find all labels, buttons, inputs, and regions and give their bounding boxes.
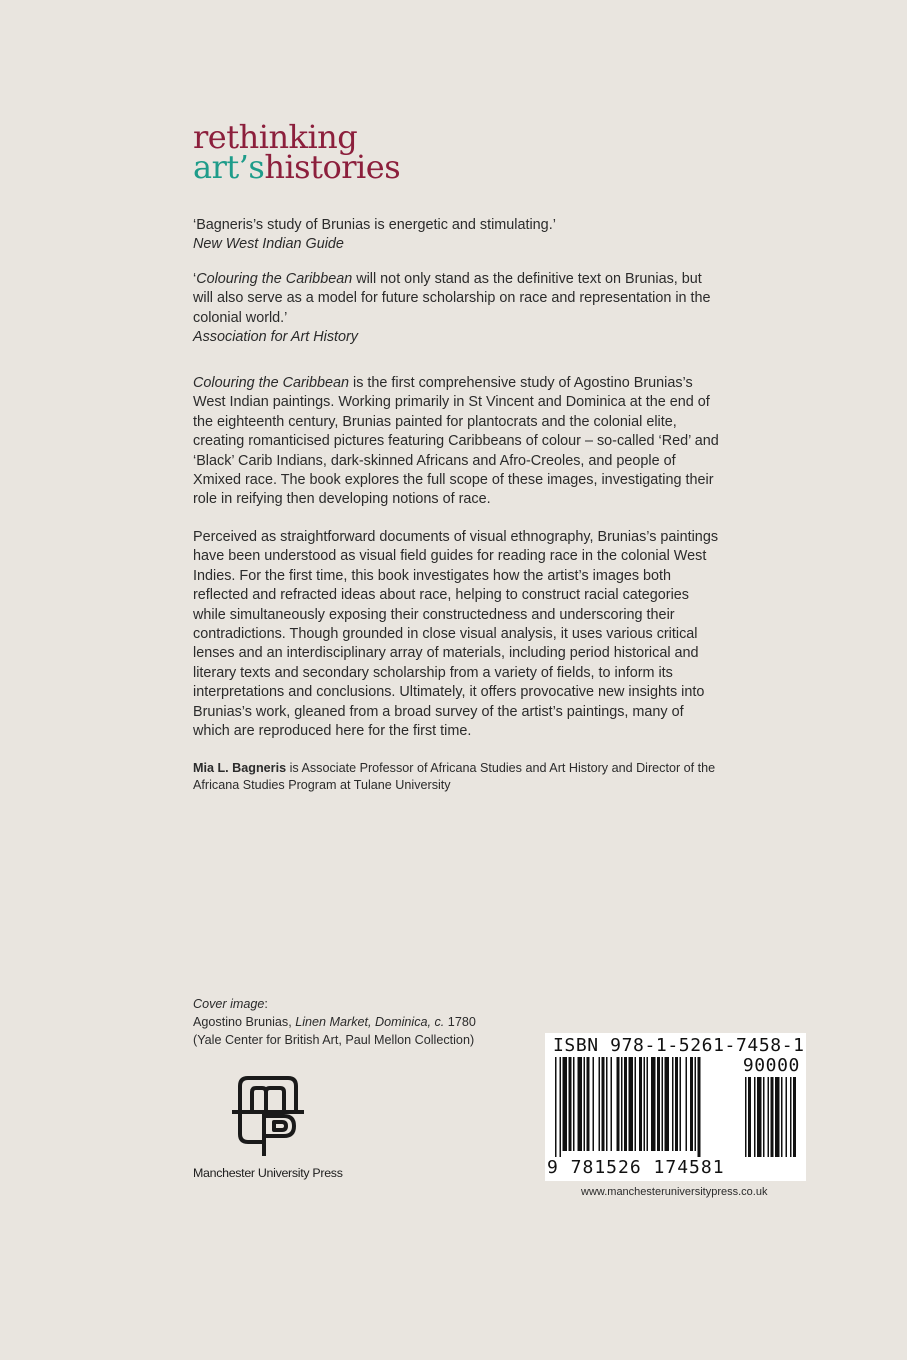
barcode-bar [587, 1057, 590, 1151]
ean-digits: 9 781526 174581 [547, 1157, 725, 1178]
cover-artist: Agostino Brunias, [193, 1015, 296, 1029]
barcode-addon-bar [748, 1077, 751, 1157]
barcode-bar [569, 1057, 572, 1151]
quote-book-title: Colouring the Caribbean [196, 271, 353, 287]
barcode-addon-bar [786, 1077, 788, 1157]
label-colon: : [264, 997, 268, 1011]
barcode-bar [578, 1057, 583, 1151]
barcode-bar [629, 1057, 634, 1151]
series-word-histories: histories [264, 148, 401, 186]
quote-source: New West Indian Guide [193, 236, 344, 253]
mup-logo-icon [228, 1072, 308, 1160]
barcode-bar [617, 1057, 620, 1151]
barcode-bar [621, 1057, 623, 1151]
barcode-addon-bar [793, 1077, 796, 1157]
cover-collection: (Yale Center for British Art, Paul Mellon Collection) [193, 1033, 475, 1047]
barcode-bar [555, 1057, 557, 1157]
series-word-arts: art’s [193, 148, 265, 186]
barcode-bars [553, 1057, 801, 1157]
series-line-rethinking: rethinking [193, 118, 358, 156]
barcode-bar [602, 1057, 605, 1151]
barcode-bar [635, 1057, 637, 1151]
isbn-barcode [545, 1033, 806, 1181]
barcode-bar [657, 1057, 660, 1151]
barcode-bar [686, 1057, 688, 1151]
publisher-website: www.manchesteruniversitypress.co.uk [581, 1186, 768, 1198]
barcode-bar [662, 1057, 664, 1151]
barcode-bar [560, 1057, 562, 1157]
barcode-addon-bar [763, 1077, 765, 1157]
barcode-addon-bar [757, 1077, 762, 1157]
publisher-name: Manchester University Press [193, 1166, 343, 1180]
barcode-addon-bar [768, 1077, 770, 1157]
quote-source: Association for Art History [193, 329, 359, 346]
barcode-bar [593, 1057, 595, 1151]
barcode-addon-bar [745, 1077, 747, 1157]
barcode-bar [672, 1057, 674, 1151]
description-paragraph-1 [193, 374, 723, 510]
quote-text-rest: will not only stand as the definitive text on Brunias, but will also serve as a model for future scholarship on race and representation in the colonial world.’ [193, 271, 711, 326]
barcode-bar [644, 1057, 646, 1151]
barcode-bar [611, 1057, 613, 1151]
barcode-bar [675, 1057, 678, 1151]
paragraph-text: Perceived as straightforward documents of visual ethnography, Brunias’s paintings have been understood as visual field guides for reading race in the colonial West Indies. For the first time, this book investigates how the artist’s images both reflected and refracted ideas about race, helping to construct racial categories while simultaneously exposing their constructedness and underscoring their contradictions. Though grounded in close visual analysis, it uses various critical lenses and an interdisciplinary array of materials, including period historical and literary texts and secondary scholarship from a variety of fields, to inform its interpretations and conclusions. Ultimately, it offers provocative new insights into Brunias’s work, gleaned from a broad survey of the artist’s paintings, many of which are reproduced here for the first time. [193, 529, 719, 740]
cover-painting-title: Linen Market, Dominica, c. [295, 1015, 445, 1029]
description-paragraph-2 [193, 528, 723, 741]
barcode-bar [606, 1057, 608, 1151]
paragraph-text: is the first comprehensive study of Agostino Brunias’s West Indian paintings. Working primarily in St Vincent and Dominica at the end of the eighteenth century, Brunias painted for plantocrats and the colonial elite, creating romanticised pictures featuring Caribbeans of colour – so-called ‘Red’ and ‘Black’ Carib Indians, dark-skinned Africans and Afro-Creoles, and people of Xmixed race. The book explores the full scope of these images, investigating their role in reifying then developing notions of race. [193, 375, 719, 508]
barcode-bar [573, 1057, 575, 1151]
barcode-bar [690, 1057, 693, 1151]
barcode-bar [647, 1057, 649, 1151]
review-quote-1 [193, 216, 723, 255]
cover-image-credit [193, 995, 513, 1049]
barcode-bar [665, 1057, 670, 1151]
isbn-number: ISBN 978-1-5261-7458-1 [553, 1035, 805, 1056]
book-title: Colouring the Caribbean [193, 375, 349, 391]
barcode-bar [599, 1057, 601, 1151]
barcode-bar [624, 1057, 627, 1151]
barcode-addon-bar [754, 1077, 756, 1157]
barcode-addon-bar [781, 1077, 783, 1157]
cover-year: 1780 [444, 1015, 476, 1029]
barcode-addon-bar [790, 1077, 792, 1157]
author-bio-text: is Associate Professor of Africana Studies and Art History and Director of the Africana Studies Program at Tulane University [193, 761, 716, 792]
price-addon-code: 90000 [742, 1055, 800, 1076]
review-quote-2 [193, 270, 723, 348]
barcode-bar [695, 1057, 697, 1151]
quote-text [193, 270, 723, 328]
barcode-addon-bar [775, 1077, 780, 1157]
series-title [193, 118, 401, 186]
author-name: Mia L. Bagneris [193, 761, 287, 775]
open-quote: ‘ [193, 271, 197, 287]
barcode-bar [698, 1057, 701, 1157]
barcode-bar [651, 1057, 656, 1151]
author-bio [193, 760, 723, 794]
barcode-bar [680, 1057, 682, 1151]
barcode-bar [563, 1057, 568, 1151]
series-line-arts-histories [193, 148, 401, 186]
barcode-bar [584, 1057, 586, 1151]
barcode-addon-bar [771, 1077, 774, 1157]
cover-image-label: Cover image [193, 997, 265, 1011]
quote-text: ‘Bagneris’s study of Brunias is energetic and stimulating.’ [193, 217, 556, 233]
barcode-bar [639, 1057, 642, 1151]
